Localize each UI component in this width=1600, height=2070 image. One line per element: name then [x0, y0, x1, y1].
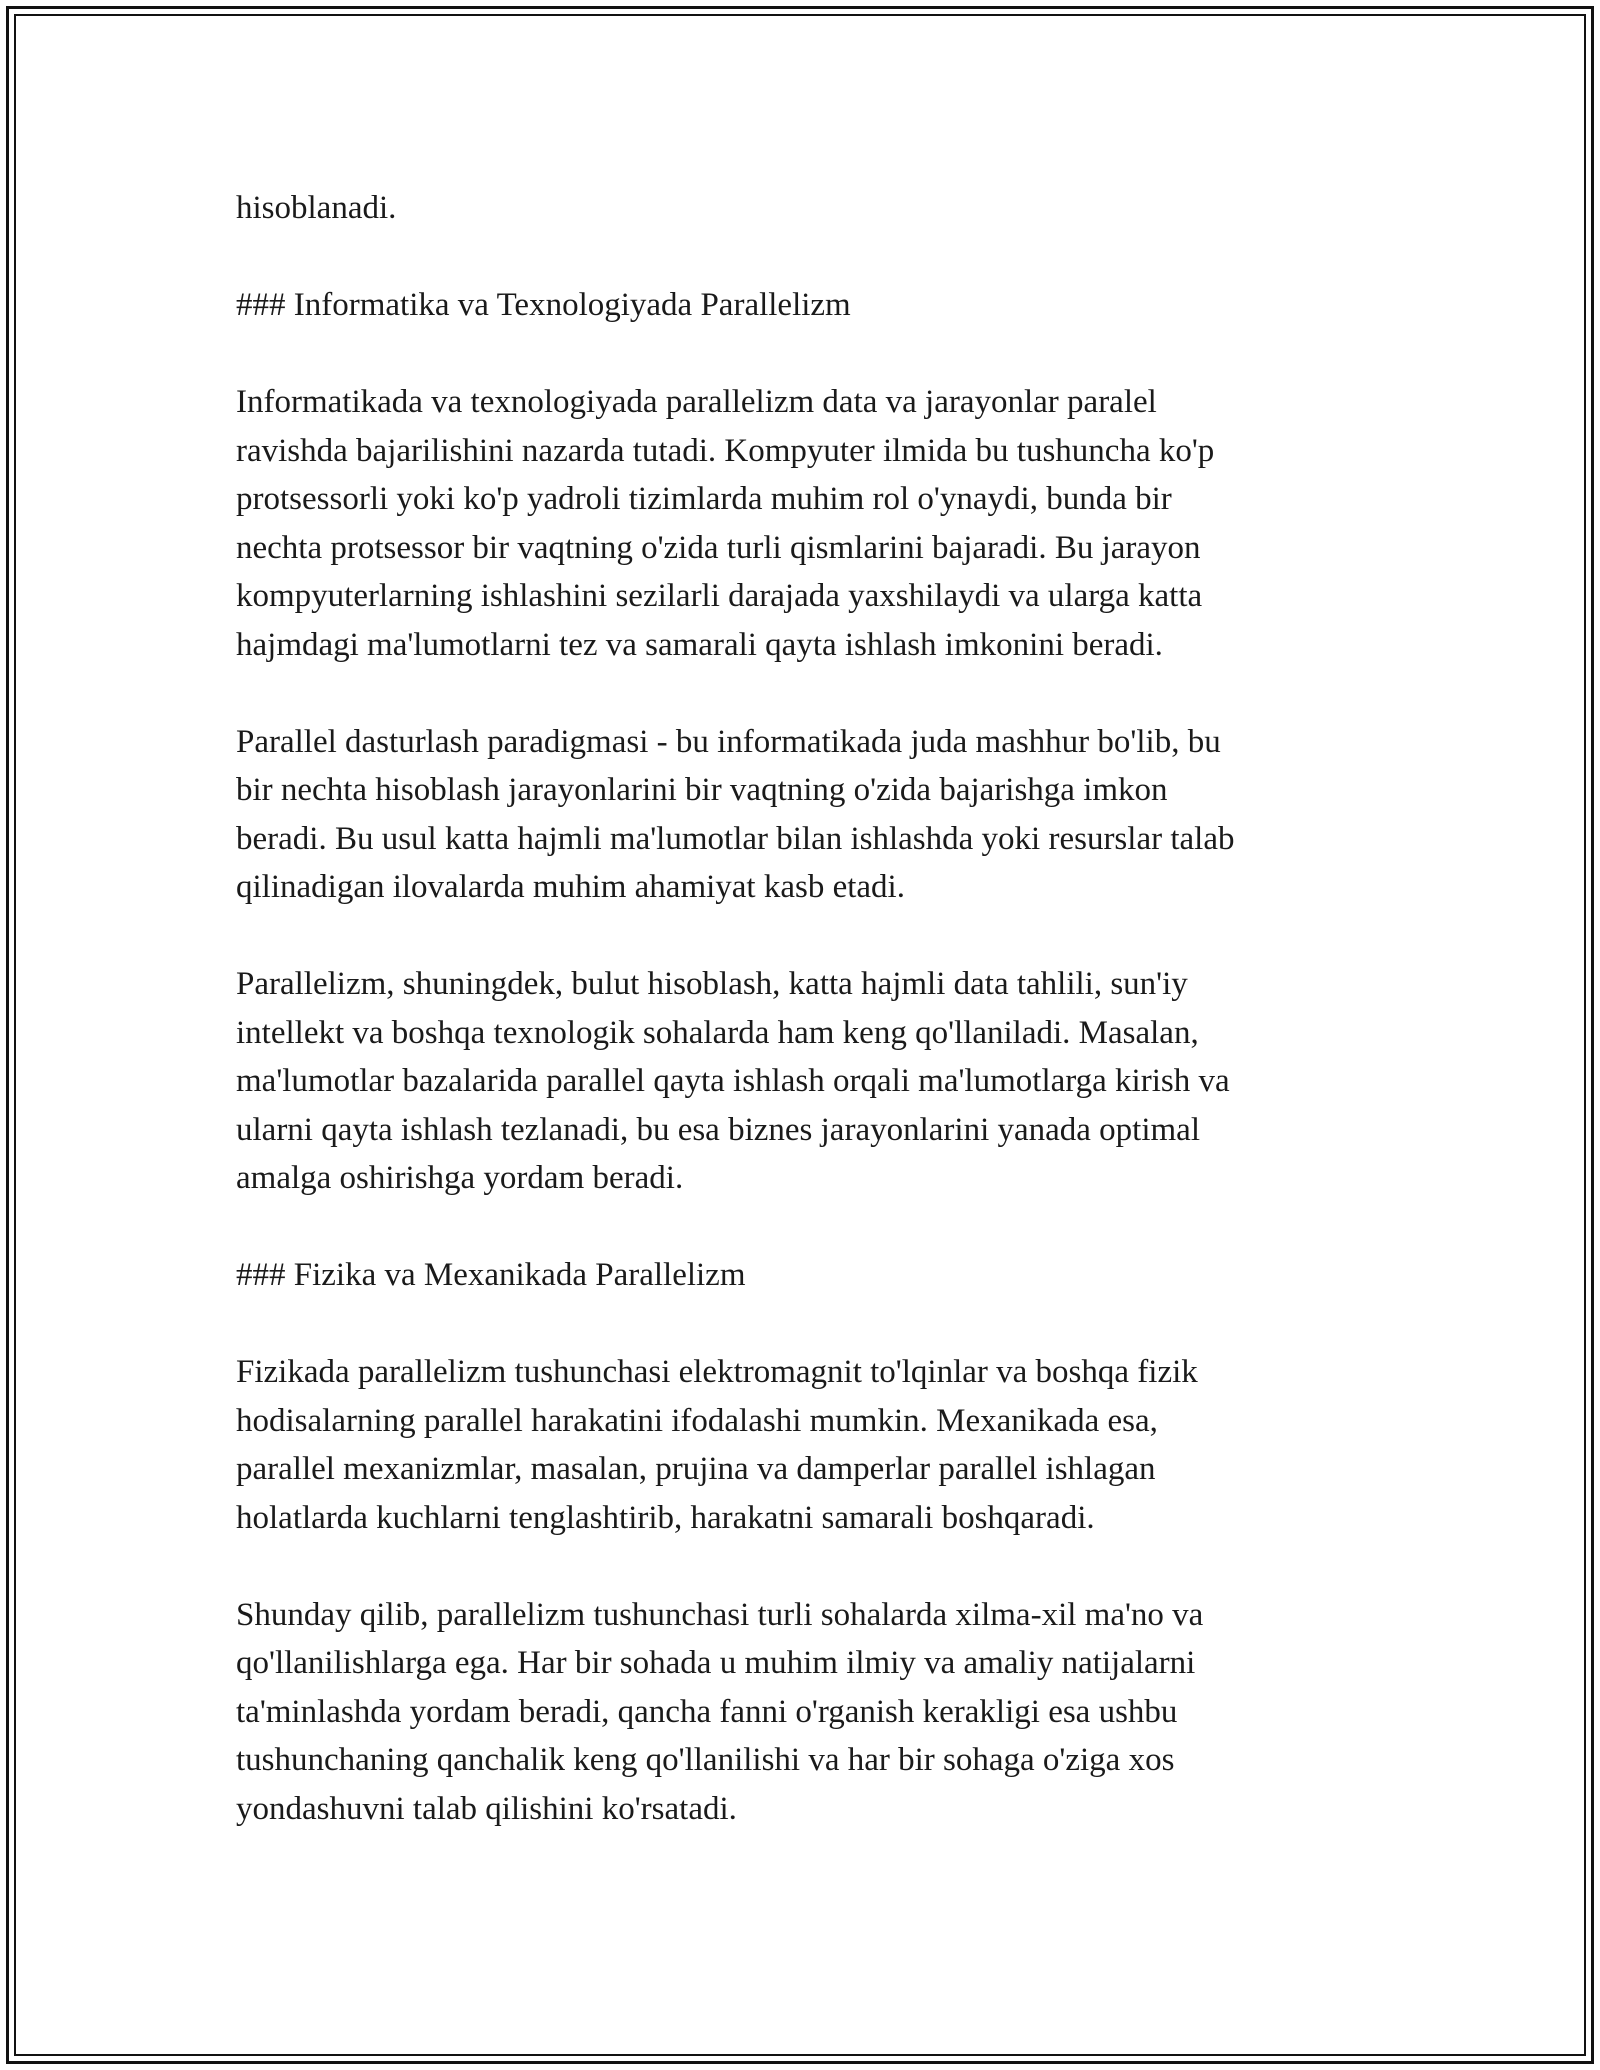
text-line: yondashuvni talab qilishini ko'rsatadi.: [236, 1790, 737, 1827]
text-line: intellekt va boshqa texnologik sohalarda ham keng qo'llaniladi. Masalan,: [236, 1014, 1199, 1051]
paragraph: [236, 960, 1366, 1203]
text-line: ta'minlashda yordam beradi, qancha fanni o'rganish kerakligi esa ushbu: [236, 1693, 1178, 1730]
section-heading: [236, 281, 1366, 330]
paragraph: [236, 1348, 1366, 1542]
section-heading: [236, 1251, 1366, 1300]
text-line: ### Fizika va Mexanikada Parallelizm: [236, 1257, 746, 1293]
text-line: ravishda bajarilishini nazarda tutadi. Kompyuter ilmida bu tushuncha ko'p: [236, 432, 1215, 469]
text-line: Fizikada parallelizm tushunchasi elektromagnit to'lqinlar va boshqa fizik: [236, 1354, 1198, 1390]
text-line: Shunday qilib, parallelizm tushunchasi turli sohalarda xilma-xil ma'no va: [236, 1596, 1204, 1633]
text-line: qo'llanilishlarga ega. Har bir sohada u muhim ilmiy va amaliy natijalarni: [236, 1645, 1196, 1681]
text-line: kompyuterlarning ishlashini sezilarli darajada yaxshilaydi va ularga katta: [236, 578, 1203, 614]
text-line: ma'lumotlar bazalarida parallel qayta ishlash orqali ma'lumotlarga kirish va: [236, 1063, 1230, 1099]
text-line: hajmdagi ma'lumotlarni tez va samarali qayta ishlash imkonini beradi.: [236, 626, 1163, 663]
text-line: Parallelizm, shuningdek, bulut hisoblash, katta hajmli data tahlili, sun'iy: [236, 966, 1188, 1002]
text-line: bir nechta hisoblash jarayonlarini bir vaqtning o'zida bajarishga imkon: [236, 772, 1168, 808]
text-line: holatlarda kuchlarni tenglashtirib, harakatni samarali boshqaradi.: [236, 1499, 1095, 1536]
text-line: ### Informatika va Texnologiyada Parallelizm: [236, 287, 851, 323]
text-line: hodisalarning parallel harakatini ifodalashi mumkin. Mexanikada esa,: [236, 1402, 1158, 1439]
text-line: parallel mexanizmlar, masalan, prujina va damperlar parallel ishlagan: [236, 1451, 1156, 1487]
paragraph: [236, 718, 1366, 912]
text-line: tushunchaning qanchalik keng qo'llanilishi va har bir sohaga o'ziga xos: [236, 1742, 1175, 1778]
text-line: nechta protsessor bir vaqtning o'zida turli qismlarini bajaradi. Bu jarayon: [236, 529, 1201, 566]
text-line: qilinadigan ilovalarda muhim ahamiyat kasb etadi.: [236, 869, 905, 905]
text-line: amalga oshirishga yordam beradi.: [236, 1160, 684, 1196]
text-line: ularni qayta ishlash tezlanadi, bu esa biznes jarayonlarini yanada optimal: [236, 1111, 1200, 1148]
text-line: beradi. Bu usul katta hajmli ma'lumotlar bilan ishlashda yoki resurslar talab: [236, 820, 1235, 857]
paragraph: [236, 378, 1366, 669]
text-line: hisoblanadi.: [236, 190, 397, 226]
paragraph: [236, 1591, 1366, 1834]
document-body: [236, 184, 1366, 1882]
paragraph: [236, 184, 1366, 233]
text-line: Informatikada va texnologiyada parallelizm data va jarayonlar paralel: [236, 384, 1157, 420]
text-line: Parallel dasturlash paradigmasi - bu informatikada juda mashhur bo'lib, bu: [236, 723, 1221, 760]
text-line: protsessorli yoki ko'p yadroli tizimlarda muhim rol o'ynaydi, bunda bir: [236, 481, 1172, 517]
